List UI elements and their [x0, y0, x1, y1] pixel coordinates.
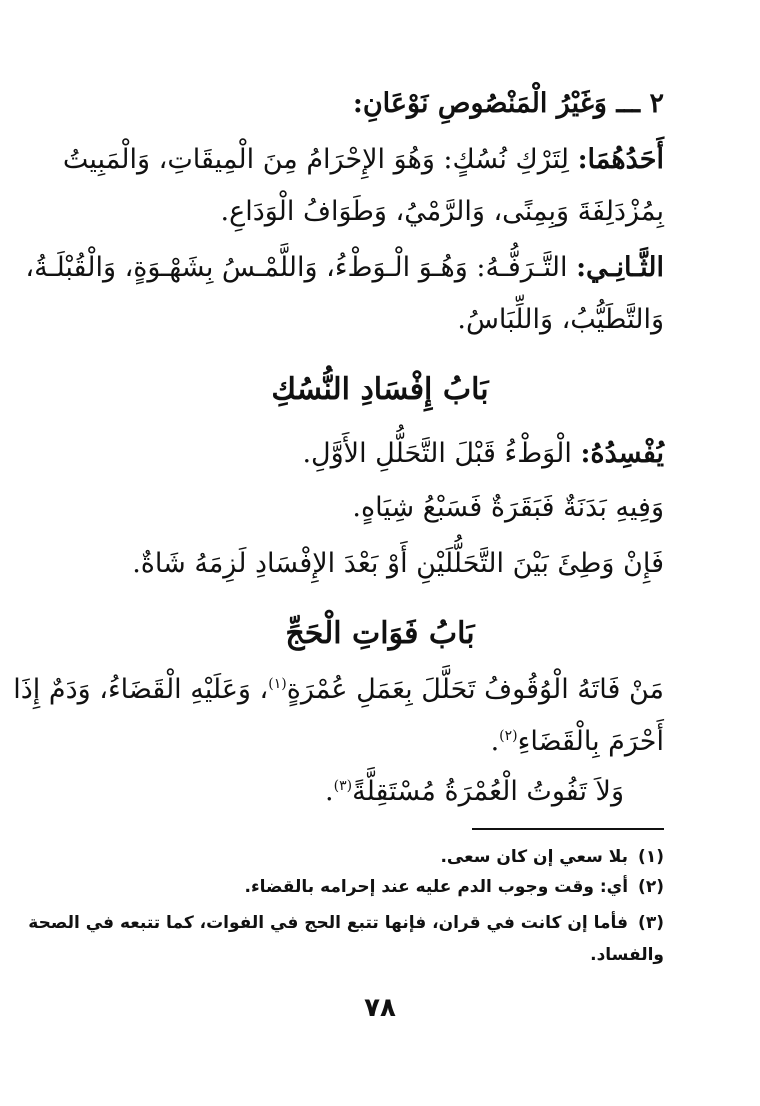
- footnote-2-number: (٢): [638, 877, 664, 897]
- missed-hajj-text-2a: أَحْرَمَ بِالْقَضَاءِ: [517, 726, 664, 757]
- footnote-3-continued: [92, 942, 664, 968]
- invalidation-line-1: [96, 434, 664, 474]
- missed-hajj-line-2: [96, 722, 664, 762]
- footnote-ref-3: (٣): [333, 778, 353, 794]
- missed-hajj-text-3b: .: [325, 776, 334, 807]
- footnote-3-text: فأما إن كانت في قران، فإنها تتبع الحج في الفوات، كما تتبعه في الصحة: [28, 913, 629, 933]
- footnote-1-number: (١): [638, 847, 664, 867]
- invalidation-line-2: [96, 488, 664, 528]
- second-type-line-1: [25, 248, 664, 288]
- invalidation-text-1: الْوَطْءُ قَبْلَ التَّحَلُّلِ الأَوَّلِ.: [302, 438, 572, 469]
- footnote-2-text: أي: وقت وجوب الدم عليه عند إحرامه بالقضاء.: [244, 877, 629, 897]
- invalidation-line-3: [96, 544, 664, 584]
- missed-hajj-text-1b: ، وَعَلَيْهِ الْقَضَاءُ، وَدَمٌ إِذَا: [13, 674, 269, 705]
- footnote-3: [28, 910, 664, 936]
- footnote-3-text-cont: والفساد.: [590, 945, 664, 965]
- footnote-separator: [472, 828, 664, 830]
- page-number: ٧٨: [364, 993, 396, 1023]
- chapter-heading-invalidation: بَابُ إِفْسَادِ النُّسُكِ: [271, 372, 489, 407]
- missed-hajj-text-2b: .: [490, 726, 500, 757]
- intro-text: ٢ ـــ وَغَيْرُ الْمَنْصُوصِ نَوْعَانِ:: [352, 88, 664, 119]
- second-type-label: الثَّـانِـي:: [576, 252, 664, 283]
- footnote-3-number: (٣): [638, 913, 664, 933]
- chapter-heading-missed-hajj: بَابُ فَوَاتِ الْحَجِّ: [285, 616, 475, 651]
- first-type-label: أَحَدُهُمَا:: [577, 144, 664, 175]
- missed-hajj-line-1: [13, 670, 664, 710]
- footnote-ref-1: (١): [268, 676, 287, 692]
- invalidation-text-2: وَفِيهِ بَدَنَةٌ فَبَقَرَةٌ فَسَبْعُ شِيَاهٍ.: [352, 492, 664, 523]
- footnote-ref-2: (٢): [499, 728, 518, 744]
- footnote-1-text: بلا سعي إن كان سعى.: [440, 847, 629, 867]
- first-type-line-2: [96, 192, 664, 232]
- first-type-line-1: [62, 140, 664, 180]
- footnote-1: [92, 844, 664, 870]
- missed-hajj-line-3: [96, 772, 624, 812]
- first-type-text-1: لِتَرْكِ نُسُكٍ: وَهُوَ الإِحْرَامُ مِنَ الْمِيقَاتِ، وَالْمَبِيتُ: [62, 144, 569, 175]
- second-type-text-2: وَالتَّطَيُّبُ، وَاللِّبَاسُ.: [457, 304, 664, 335]
- section-intro: [96, 84, 664, 124]
- missed-hajj-text-3a: وَلاَ تَفُوتُ الْعُمْرَةُ مُسْتَقِلَّةً: [352, 776, 624, 807]
- footnote-2: [92, 874, 664, 900]
- missed-hajj-text-1a: مَنْ فَاتَهُ الْوُقُوفُ تَحَلَّلَ بِعَمَلِ عُمْرَةٍ: [286, 674, 664, 705]
- invalidation-text-3: فَإِنْ وَطِئَ بَيْنَ التَّحَلُّلَيْنِ أَوْ بَعْدَ الإِفْسَادِ لَزِمَهُ شَاةٌ.: [132, 548, 664, 579]
- first-type-text-2: بِمُزْدَلِفَةَ وَبِمِنًى، وَالرَّمْيُ، وَطَوَافُ الْوَدَاعِ.: [220, 196, 664, 227]
- second-type-text-1: التَّـرَفُّـهُ: وَهُـوَ الْـوَطْءُ، وَاللَّمْـسُ بِشَهْـوَةٍ، وَالْقُبْلَـةُ،: [25, 252, 568, 283]
- second-type-line-2: [96, 300, 664, 340]
- invalidation-label: يُفْسِدُهُ:: [580, 438, 664, 469]
